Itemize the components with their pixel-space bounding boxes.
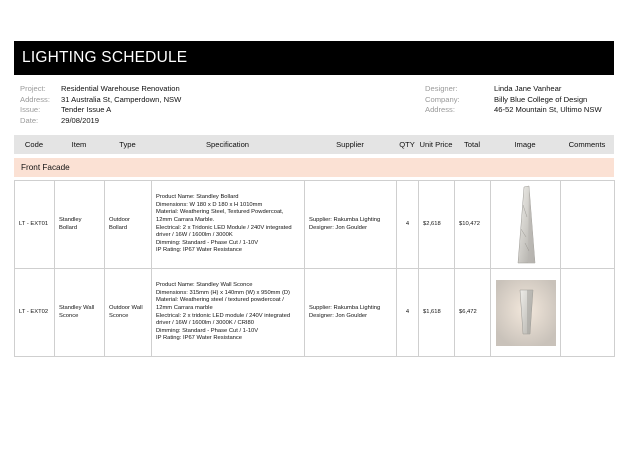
company-row <box>425 95 602 106</box>
supplier-line: Supplier: Rakumba Lighting <box>309 304 381 311</box>
spec-line: driver / 16W / 1600lm / 3000K <box>156 232 233 239</box>
spec-line: Product Name: Standley Bollard <box>156 194 239 201</box>
designer-line: Designer: Jon Goulder <box>309 224 368 231</box>
spec-line: 12mm Carrara Marble. <box>156 216 215 223</box>
unit-price-cell: $2,618 <box>419 181 455 269</box>
spec-line: driver / 16W / 1600lm / 3000K / CRI80 <box>156 320 254 327</box>
date-value: 29/08/2019 <box>61 115 100 125</box>
wall-sconce-image <box>496 280 556 346</box>
date-label: Date: <box>20 115 39 125</box>
spec-line: Dimensions: 315mm (H) x 140mm (W) x 950mm (D) <box>156 289 290 296</box>
type-cell: Outdoor Bollard <box>105 181 152 269</box>
designer-address-value: 46-52 Mountain St, Ultimo NSW <box>494 105 602 115</box>
project-value: Residential Warehouse Renovation <box>61 84 180 93</box>
spec-line: Dimensions: W 180 x D 180 x H 1010mm <box>156 201 263 208</box>
qty-cell: 4 <box>397 269 419 357</box>
comments-cell <box>561 181 615 269</box>
col-type: Type <box>119 140 136 149</box>
lighting-table <box>14 180 615 357</box>
date-row <box>20 116 181 127</box>
address-label: Address: <box>20 94 50 104</box>
designer-address-label: Address: <box>425 105 455 115</box>
supplier-cell <box>305 269 397 357</box>
table-header <box>14 135 614 154</box>
spec-line: Electrical: 2 x Tridonic LED Module / 240V integrated <box>156 224 292 231</box>
code-cell: LT - EXT01 <box>15 181 55 269</box>
col-specification: Specification <box>205 140 250 149</box>
company-label: Company: <box>425 94 460 104</box>
code-cell: LT - EXT02 <box>15 269 55 357</box>
spec-cell <box>152 181 305 269</box>
address-row <box>20 95 181 106</box>
designer-row <box>425 84 602 95</box>
item-cell: Standley Bollard <box>55 181 105 269</box>
col-total: Total <box>463 140 481 149</box>
type-cell: Outdoor Wall Sconce <box>105 269 152 357</box>
col-image: Image <box>514 140 536 149</box>
spec-cell <box>152 269 305 357</box>
spec-line: Dimming: Standard - Phase Cut / 1-10V <box>156 239 259 246</box>
total-cell: $10,472 <box>455 181 491 269</box>
spec-line: Product Name: Standley Wall Sconce <box>156 282 253 289</box>
spec-line: 12mm Carrara marble <box>156 304 213 311</box>
designer-line: Designer: Jon Goulder <box>309 312 368 319</box>
designer-value: Linda Jane Vanhear <box>494 84 562 93</box>
project-row <box>20 84 181 95</box>
project-label: Project: <box>20 84 46 93</box>
supplier-cell <box>305 181 397 269</box>
col-unit-price: Unit Price <box>419 140 453 149</box>
col-item: Item <box>71 140 87 149</box>
col-supplier: Supplier <box>336 140 364 149</box>
spec-line: IP Rating: IP67 Water Resistance <box>156 247 243 254</box>
company-value: Billy Blue College of Design <box>494 94 588 104</box>
col-qty: QTY <box>399 140 415 149</box>
bollard-image <box>515 185 537 265</box>
image-cell <box>491 181 561 269</box>
spec-line: Material: Weathering steel / textured powdercoat / <box>156 297 284 304</box>
spec-line: Dimming: Standard - Phase Cut / 1-10V <box>156 327 259 334</box>
total-cell: $6,472 <box>455 269 491 357</box>
spec-line: Material: Weathering Steel, Textured Powdercoat, <box>156 209 284 216</box>
col-comments: Comments <box>568 140 606 149</box>
qty-cell: 4 <box>397 181 419 269</box>
designer-info <box>425 84 602 116</box>
spec-line: Electrical: 2 x tridonic LED module / 240V integrated <box>156 312 291 319</box>
project-info <box>20 84 181 126</box>
section-front-facade: Front Facade <box>14 158 614 177</box>
address-value: 31 Australia St, Camperdown, NSW <box>61 94 182 104</box>
table-row <box>15 269 615 357</box>
comments-cell <box>561 269 615 357</box>
col-code: Code <box>24 140 44 149</box>
page-title: LIGHTING SCHEDULE <box>14 41 614 75</box>
designer-address-row <box>425 105 602 116</box>
issue-row <box>20 105 181 116</box>
designer-label: Designer: <box>425 84 458 93</box>
spec-line: IP Rating: IP67 Water Resistance <box>156 335 243 342</box>
item-cell: Standley Wall Sconce <box>55 269 105 357</box>
issue-label: Issue: <box>20 105 41 115</box>
supplier-line: Supplier: Rakumba Lighting <box>309 216 381 223</box>
table-row <box>15 181 615 269</box>
unit-price-cell: $1,618 <box>419 269 455 357</box>
issue-value: Tender Issue A <box>61 105 112 115</box>
image-cell <box>491 269 561 357</box>
